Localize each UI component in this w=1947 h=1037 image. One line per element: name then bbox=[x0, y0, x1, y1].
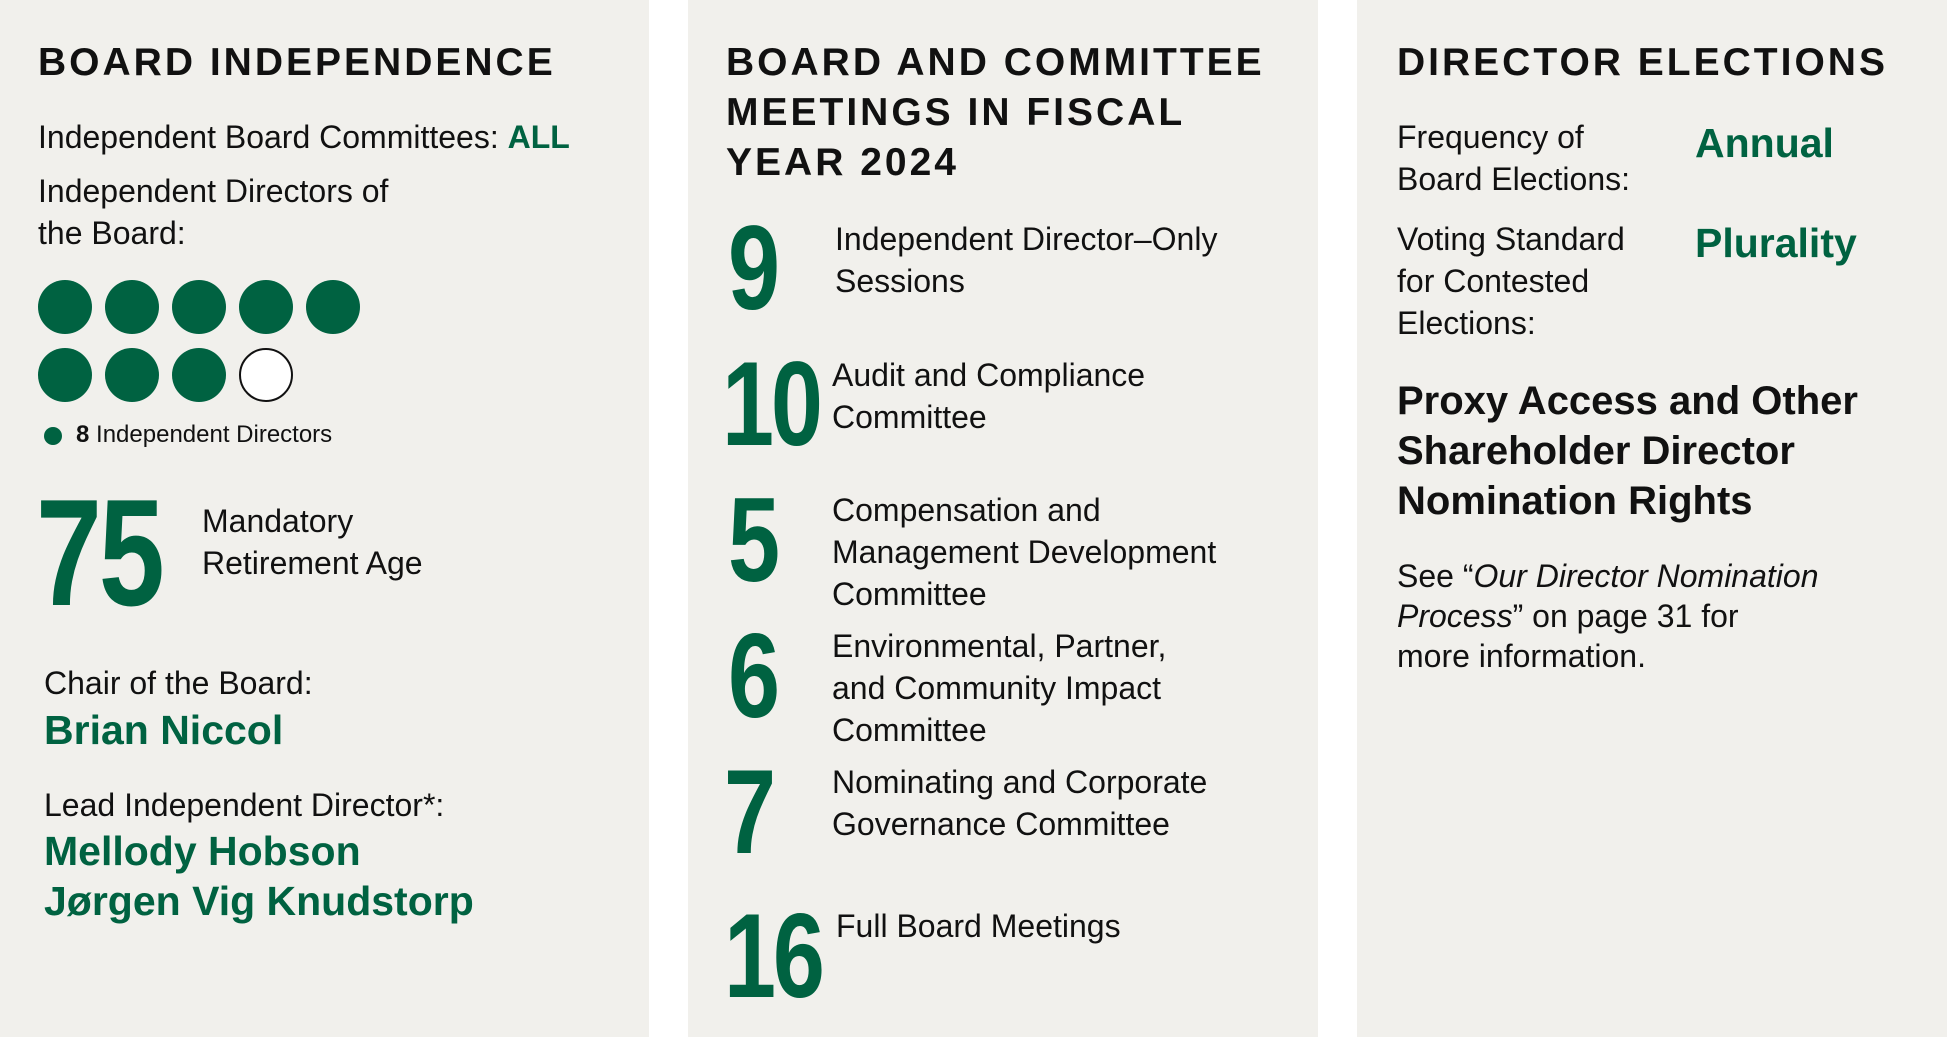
lead-director-label: Lead Independent Director*: bbox=[44, 787, 445, 823]
voting-label-line3: Elections: bbox=[1397, 305, 1536, 341]
meetings-heading bbox=[726, 38, 1265, 188]
independent-committees-value: ALL bbox=[507, 119, 570, 155]
note-line3: more information. bbox=[1397, 638, 1646, 674]
meeting-label-line: Environmental, Partner, bbox=[832, 628, 1167, 664]
meeting-count: 5 bbox=[728, 473, 777, 607]
lead-director-name-2: Jørgen Vig Knudstorp bbox=[44, 878, 474, 924]
meeting-label bbox=[832, 354, 1145, 438]
board-independence-heading: BOARD INDEPENDENCE bbox=[38, 41, 556, 84]
meeting-label-line: Audit and Compliance bbox=[832, 357, 1146, 393]
retirement-label-line2: Retirement Age bbox=[202, 545, 423, 581]
non-independent-director-dot bbox=[239, 348, 293, 402]
proxy-access-heading bbox=[1397, 376, 1858, 526]
meeting-label-line: Committee bbox=[832, 399, 987, 435]
note-prefix: See “ bbox=[1397, 558, 1474, 594]
voting-standard-value: Plurality bbox=[1695, 220, 1857, 266]
nomination-process-link: Our Director Nomination bbox=[1473, 558, 1819, 594]
nomination-process-note bbox=[1397, 556, 1818, 676]
independent-director-dot bbox=[38, 348, 92, 402]
legend-text: Independent Directors bbox=[96, 421, 333, 448]
independent-director-dot bbox=[172, 280, 226, 334]
independent-committees-line bbox=[38, 116, 570, 158]
meeting-label-line: Governance Committee bbox=[832, 806, 1170, 842]
voting-label-line1: Voting Standard bbox=[1397, 221, 1625, 257]
meeting-label bbox=[832, 625, 1166, 751]
frequency-label bbox=[1397, 116, 1630, 200]
independent-directors-label-line2: the Board: bbox=[38, 215, 186, 251]
meeting-label-line: Compensation and bbox=[832, 492, 1101, 528]
meeting-label-line: Sessions bbox=[835, 263, 965, 299]
voting-standard-label bbox=[1397, 218, 1625, 344]
independent-director-dot bbox=[239, 280, 293, 334]
meeting-label-line: Committee bbox=[832, 712, 987, 748]
independent-director-dot bbox=[306, 280, 360, 334]
meeting-label-line: and Community Impact bbox=[832, 670, 1162, 706]
director-elections-heading: DIRECTOR ELECTIONS bbox=[1397, 41, 1888, 84]
board-independence-panel bbox=[0, 0, 649, 1037]
meetings-heading-line3: YEAR 2024 bbox=[726, 141, 959, 184]
director-elections-panel bbox=[1357, 0, 1947, 1037]
meeting-count: 10 bbox=[722, 337, 820, 471]
proxy-heading-line1: Proxy Access and Other bbox=[1397, 379, 1858, 423]
meeting-label bbox=[832, 761, 1207, 845]
meetings-panel bbox=[688, 0, 1318, 1037]
independent-director-dot bbox=[38, 280, 92, 334]
voting-label-line2: for Contested bbox=[1397, 263, 1590, 299]
meeting-count: 7 bbox=[724, 745, 773, 879]
retirement-label-line1: Mandatory bbox=[202, 503, 354, 539]
meeting-label bbox=[836, 905, 1121, 947]
lead-director-name-1: Mellody Hobson bbox=[44, 828, 361, 874]
legend-dot-icon bbox=[44, 427, 62, 445]
meeting-label-line: Full Board Meetings bbox=[836, 908, 1121, 944]
meetings-heading-line2: MEETINGS IN FISCAL bbox=[726, 91, 1186, 134]
independent-directors-label-line1: Independent Directors of bbox=[38, 173, 389, 209]
meeting-label-line: Independent Director–Only bbox=[835, 221, 1218, 257]
meeting-label bbox=[835, 218, 1217, 302]
frequency-label-line1: Frequency of bbox=[1397, 119, 1584, 155]
meetings-heading-line1: BOARD AND COMMITTEE bbox=[726, 41, 1265, 84]
meeting-label-line: Management Development bbox=[832, 534, 1217, 570]
nomination-process-link-cont: Process bbox=[1397, 598, 1513, 634]
meeting-count: 6 bbox=[728, 609, 777, 743]
frequency-value: Annual bbox=[1695, 120, 1834, 166]
chair-label: Chair of the Board: bbox=[44, 665, 313, 701]
meeting-count: 16 bbox=[724, 889, 822, 1023]
legend-number: 8 bbox=[76, 421, 90, 448]
meeting-label-line: Committee bbox=[832, 576, 987, 612]
frequency-label-line2: Board Elections: bbox=[1397, 161, 1631, 197]
independent-director-dot bbox=[105, 280, 159, 334]
meeting-label-line: Nominating and Corporate bbox=[832, 764, 1208, 800]
dots-legend bbox=[76, 418, 332, 452]
retirement-age-label bbox=[202, 500, 423, 584]
independent-directors-label bbox=[38, 170, 388, 254]
independent-director-dot bbox=[105, 348, 159, 402]
proxy-heading-line2: Shareholder Director bbox=[1397, 429, 1795, 473]
note-suffix: ” on page 31 for bbox=[1512, 598, 1739, 634]
meeting-count: 9 bbox=[728, 201, 777, 335]
independent-director-dot bbox=[172, 348, 226, 402]
retirement-age-number: 75 bbox=[36, 468, 162, 638]
lead-director-names bbox=[44, 826, 474, 926]
chair-name: Brian Niccol bbox=[44, 707, 284, 753]
independent-committees-label: Independent Board Committees: bbox=[38, 119, 499, 155]
meeting-label bbox=[832, 489, 1216, 615]
proxy-heading-line3: Nomination Rights bbox=[1397, 479, 1753, 523]
